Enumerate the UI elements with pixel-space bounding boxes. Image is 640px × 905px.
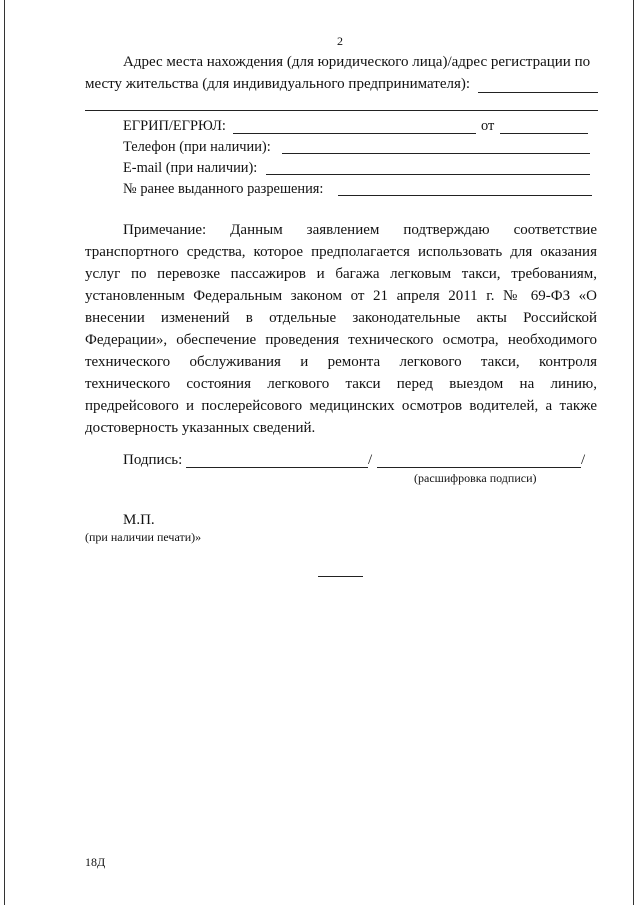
permit-field[interactable] xyxy=(338,195,592,196)
note-line-9: предрейсового и послерейсового медицинских осмотров водителей, а также xyxy=(85,398,597,414)
address-field[interactable] xyxy=(478,92,598,93)
note-line-7: технического обслуживания и ремонта легкового такси, контроля xyxy=(85,354,597,370)
note-line-4: установленным Федеральным законом от 21 апреля 2011 г. № 69-ФЗ «О xyxy=(85,288,597,304)
signature-label: Подпись: xyxy=(123,452,183,468)
address-line-2: месту жительства (для индивидуального предпринимателя): xyxy=(85,76,471,92)
permit-label: № ранее выданного разрешения: xyxy=(123,181,324,197)
stamp-label: М.П. xyxy=(123,512,155,528)
signature-slash-end: / xyxy=(581,452,586,468)
phone-label: Телефон (при наличии): xyxy=(123,139,271,155)
note-line-6: Федерации», обеспечение проведения технического осмотра, необходимого xyxy=(85,332,597,348)
note-line-10: достоверность указанных сведений. xyxy=(85,420,316,436)
signature-decode-field[interactable] xyxy=(377,467,581,468)
note-line-5: внесении изменений в отдельные законодательные акты Российской xyxy=(85,310,597,326)
signature-field[interactable] xyxy=(186,467,368,468)
email-label: E-mail (при наличии): xyxy=(123,160,258,176)
note-line-2: транспортного средства, которое предполагается использовать для оказания xyxy=(85,244,597,260)
egrip-label: ЕГРИП/ЕГРЮЛ: xyxy=(123,118,226,134)
note-line-3: услуг по перевозке пассажиров и багажа легковым такси, требованиям, xyxy=(85,266,597,282)
egrip-field[interactable] xyxy=(233,133,476,134)
from-label: от xyxy=(481,118,495,134)
stamp-hint: (при наличии печати)» xyxy=(85,530,202,544)
address-field-continued[interactable] xyxy=(85,110,598,111)
phone-field[interactable] xyxy=(282,153,590,154)
egrip-date-field[interactable] xyxy=(500,133,588,134)
note-line-1: Примечание: Данным заявлением подтверждаю соответствие xyxy=(123,222,597,238)
scan-border-left xyxy=(4,0,5,905)
address-line-1: Адрес места нахождения (для юридического лица)/адрес регистрации по xyxy=(123,54,591,70)
page-number: 2 xyxy=(337,34,343,48)
signature-decode-hint: (расшифровка подписи) xyxy=(414,471,537,485)
footer-code: 18Д xyxy=(85,855,106,869)
scan-border-right xyxy=(633,0,634,905)
signature-slash: / xyxy=(368,452,373,468)
end-rule xyxy=(318,576,363,577)
note-line-8: технического состояния легкового такси перед выездом на линию, xyxy=(85,376,597,392)
email-field[interactable] xyxy=(266,174,590,175)
